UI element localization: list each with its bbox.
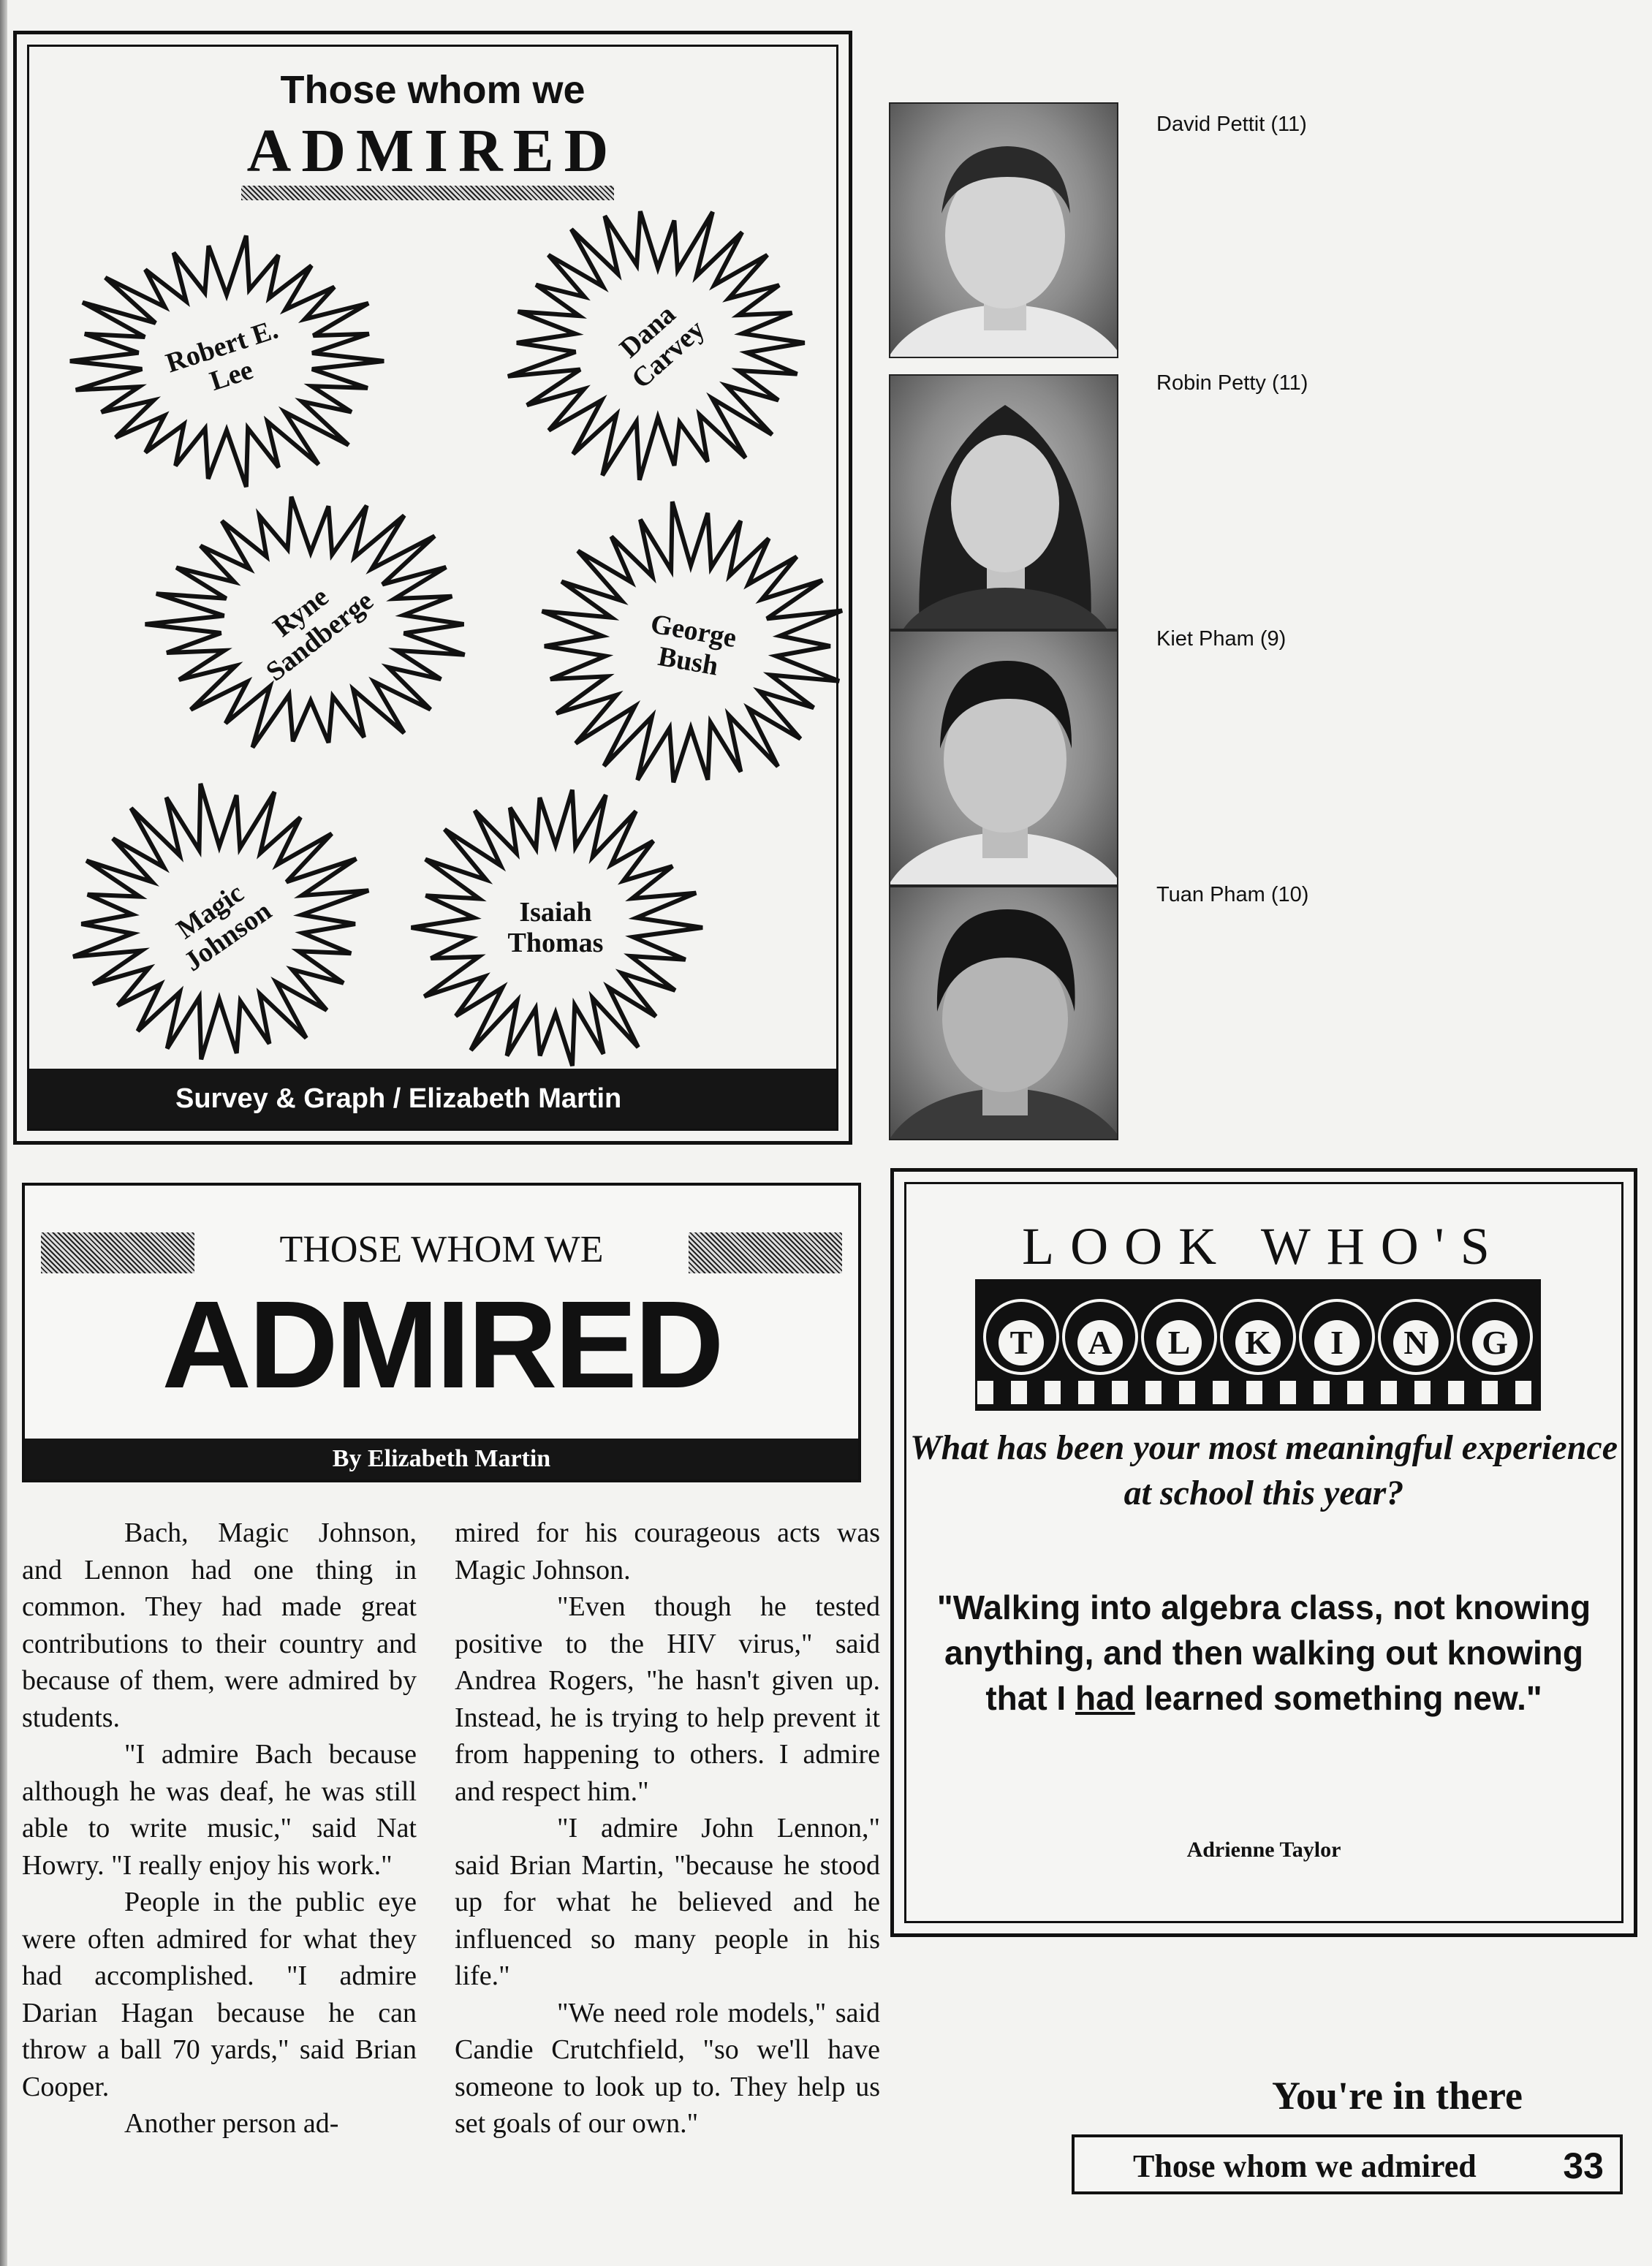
burst-label: Isaiah Thomas: [507, 897, 604, 958]
paragraph: mired for his courageous acts was Magic Johnson.: [455, 1517, 880, 1585]
burst-label: Ryne Sandberge: [260, 581, 380, 688]
lwt-heading: LOOK WHO'S: [1022, 1217, 1506, 1276]
person-silhouette-icon: [890, 104, 1118, 358]
letter: A: [1077, 1320, 1123, 1365]
article-byline: By Elizabeth Martin: [332, 1445, 551, 1472]
survey-credit-bar: [29, 1069, 836, 1129]
portrait-caption: Robin Petty (11): [1156, 371, 1308, 395]
burst-george-bush: [530, 493, 852, 800]
speech-bubble-icon: [1378, 1299, 1454, 1375]
letter: L: [1156, 1320, 1202, 1365]
survey-box: [13, 31, 852, 1145]
speech-bubble-icon: [1062, 1299, 1138, 1375]
letter: N: [1393, 1320, 1439, 1365]
person-silhouette-icon: [890, 632, 1118, 886]
paragraph: People in the public eye were often admired for what they had accomplished. "I admire Darian Hagan because he can throw a ball 70 yards," said Brian Cooper.: [22, 1887, 417, 2102]
article-headline-box: [22, 1183, 861, 1482]
look-whos-talking-box: [890, 1168, 1637, 1937]
lwt-answer: [928, 1585, 1599, 1721]
paragraph: Bach, Magic Johnson, and Lennon had one thing in common. They had made great contributions to their country and because of them, were admired by students.: [22, 1517, 417, 1733]
paragraph: "We need role models," said Candie Crutchfield, "so we'll have someone to look up to. They help us set goals of our own.": [455, 1997, 880, 2139]
burst-label: George Bush: [648, 608, 739, 682]
article-headline: ADMIRED: [162, 1276, 721, 1414]
burst-label: Magic Johnson: [171, 877, 278, 978]
speech-bubble-icon: [1299, 1299, 1375, 1375]
burst-magic-johnson: [58, 778, 380, 1070]
burst-ryne-sandberge: [139, 485, 482, 763]
paragraph: "I admire John Lennon," said Brian Martin, "because he stood up for what he believed and he influenced so many people in his life.": [455, 1813, 880, 1991]
person-silhouette-icon: [890, 376, 1118, 630]
speech-bubble-icon: [1141, 1299, 1217, 1375]
paragraph: "I admire Bach because although he was deaf, he was still able to write music," said Nat Howry. "I really enjoy his work.": [22, 1739, 417, 1881]
paragraph: Another person ad-: [124, 2108, 339, 2139]
lwt-respondent-name: Adrienne Taylor: [1186, 1838, 1341, 1862]
person-silhouette-icon: [890, 887, 1118, 1140]
speech-bubble-icon: [983, 1299, 1059, 1375]
portrait-caption: Kiet Pham (9): [1156, 627, 1287, 651]
speech-bubble-icon: [1220, 1299, 1296, 1375]
lwt-answer-part: learned something new.": [1134, 1679, 1542, 1717]
article-column-2: [455, 1515, 880, 2142]
survey-title-line2: ADMIRED: [246, 117, 619, 185]
portrait-photo: [889, 374, 1118, 630]
folio-kicker: You're in there: [1272, 2074, 1523, 2118]
paragraph: "Even though he tested positive to the HIV virus," said Andrea Rogers, "he hasn't given up. Instead, he is trying to help prevent it from happening to others. I admire and respect him.": [455, 1591, 880, 1807]
portrait-photo: [889, 102, 1118, 358]
lwt-question: What has been your most meaningful experience at school this year?: [909, 1428, 1618, 1512]
page-edge-shadow: [0, 0, 7, 2266]
lwt-answer-part: "Walking into algebra class, not knowing anything, and then walking out knowing that I: [936, 1588, 1591, 1717]
folio-title: Those whom we admired: [1133, 2148, 1477, 2184]
burst-dana-carvey: [497, 197, 819, 489]
folio-box: [1072, 2134, 1623, 2194]
letter: G: [1472, 1320, 1518, 1365]
burst-label: Dana Carvey: [613, 298, 711, 395]
survey-inner-frame: [27, 45, 838, 1131]
article-column-1: [22, 1515, 417, 2142]
burst-robert-e-lee: [58, 230, 395, 493]
letter: I: [1314, 1320, 1360, 1365]
survey-credit: Survey & Graph / Elizabeth Martin: [175, 1083, 622, 1114]
portrait-photo: [889, 630, 1118, 886]
portrait-caption: Tuan Pham (10): [1156, 883, 1309, 906]
letter: T: [999, 1320, 1044, 1365]
article-kicker: THOSE WHOM WE: [279, 1229, 604, 1270]
survey-title-line1: Those whom we: [280, 68, 586, 112]
speech-bubble-icon: [1457, 1299, 1533, 1375]
lwt-talking-banner: [975, 1279, 1541, 1411]
letter: K: [1235, 1320, 1281, 1365]
burst-isaiah-thomas: [402, 774, 709, 1081]
look-whos-talking-inner-frame: [904, 1182, 1623, 1923]
burst-label: Robert E. Lee: [162, 314, 282, 398]
filmstrip-icon: [977, 1381, 1539, 1404]
page-number: 33: [1563, 2145, 1604, 2186]
portrait-photo: [889, 886, 1118, 1140]
lwt-answer-underlined: had: [1075, 1679, 1135, 1717]
portrait-caption: David Pettit (11): [1156, 113, 1307, 136]
article-byline-bar: [25, 1439, 858, 1479]
